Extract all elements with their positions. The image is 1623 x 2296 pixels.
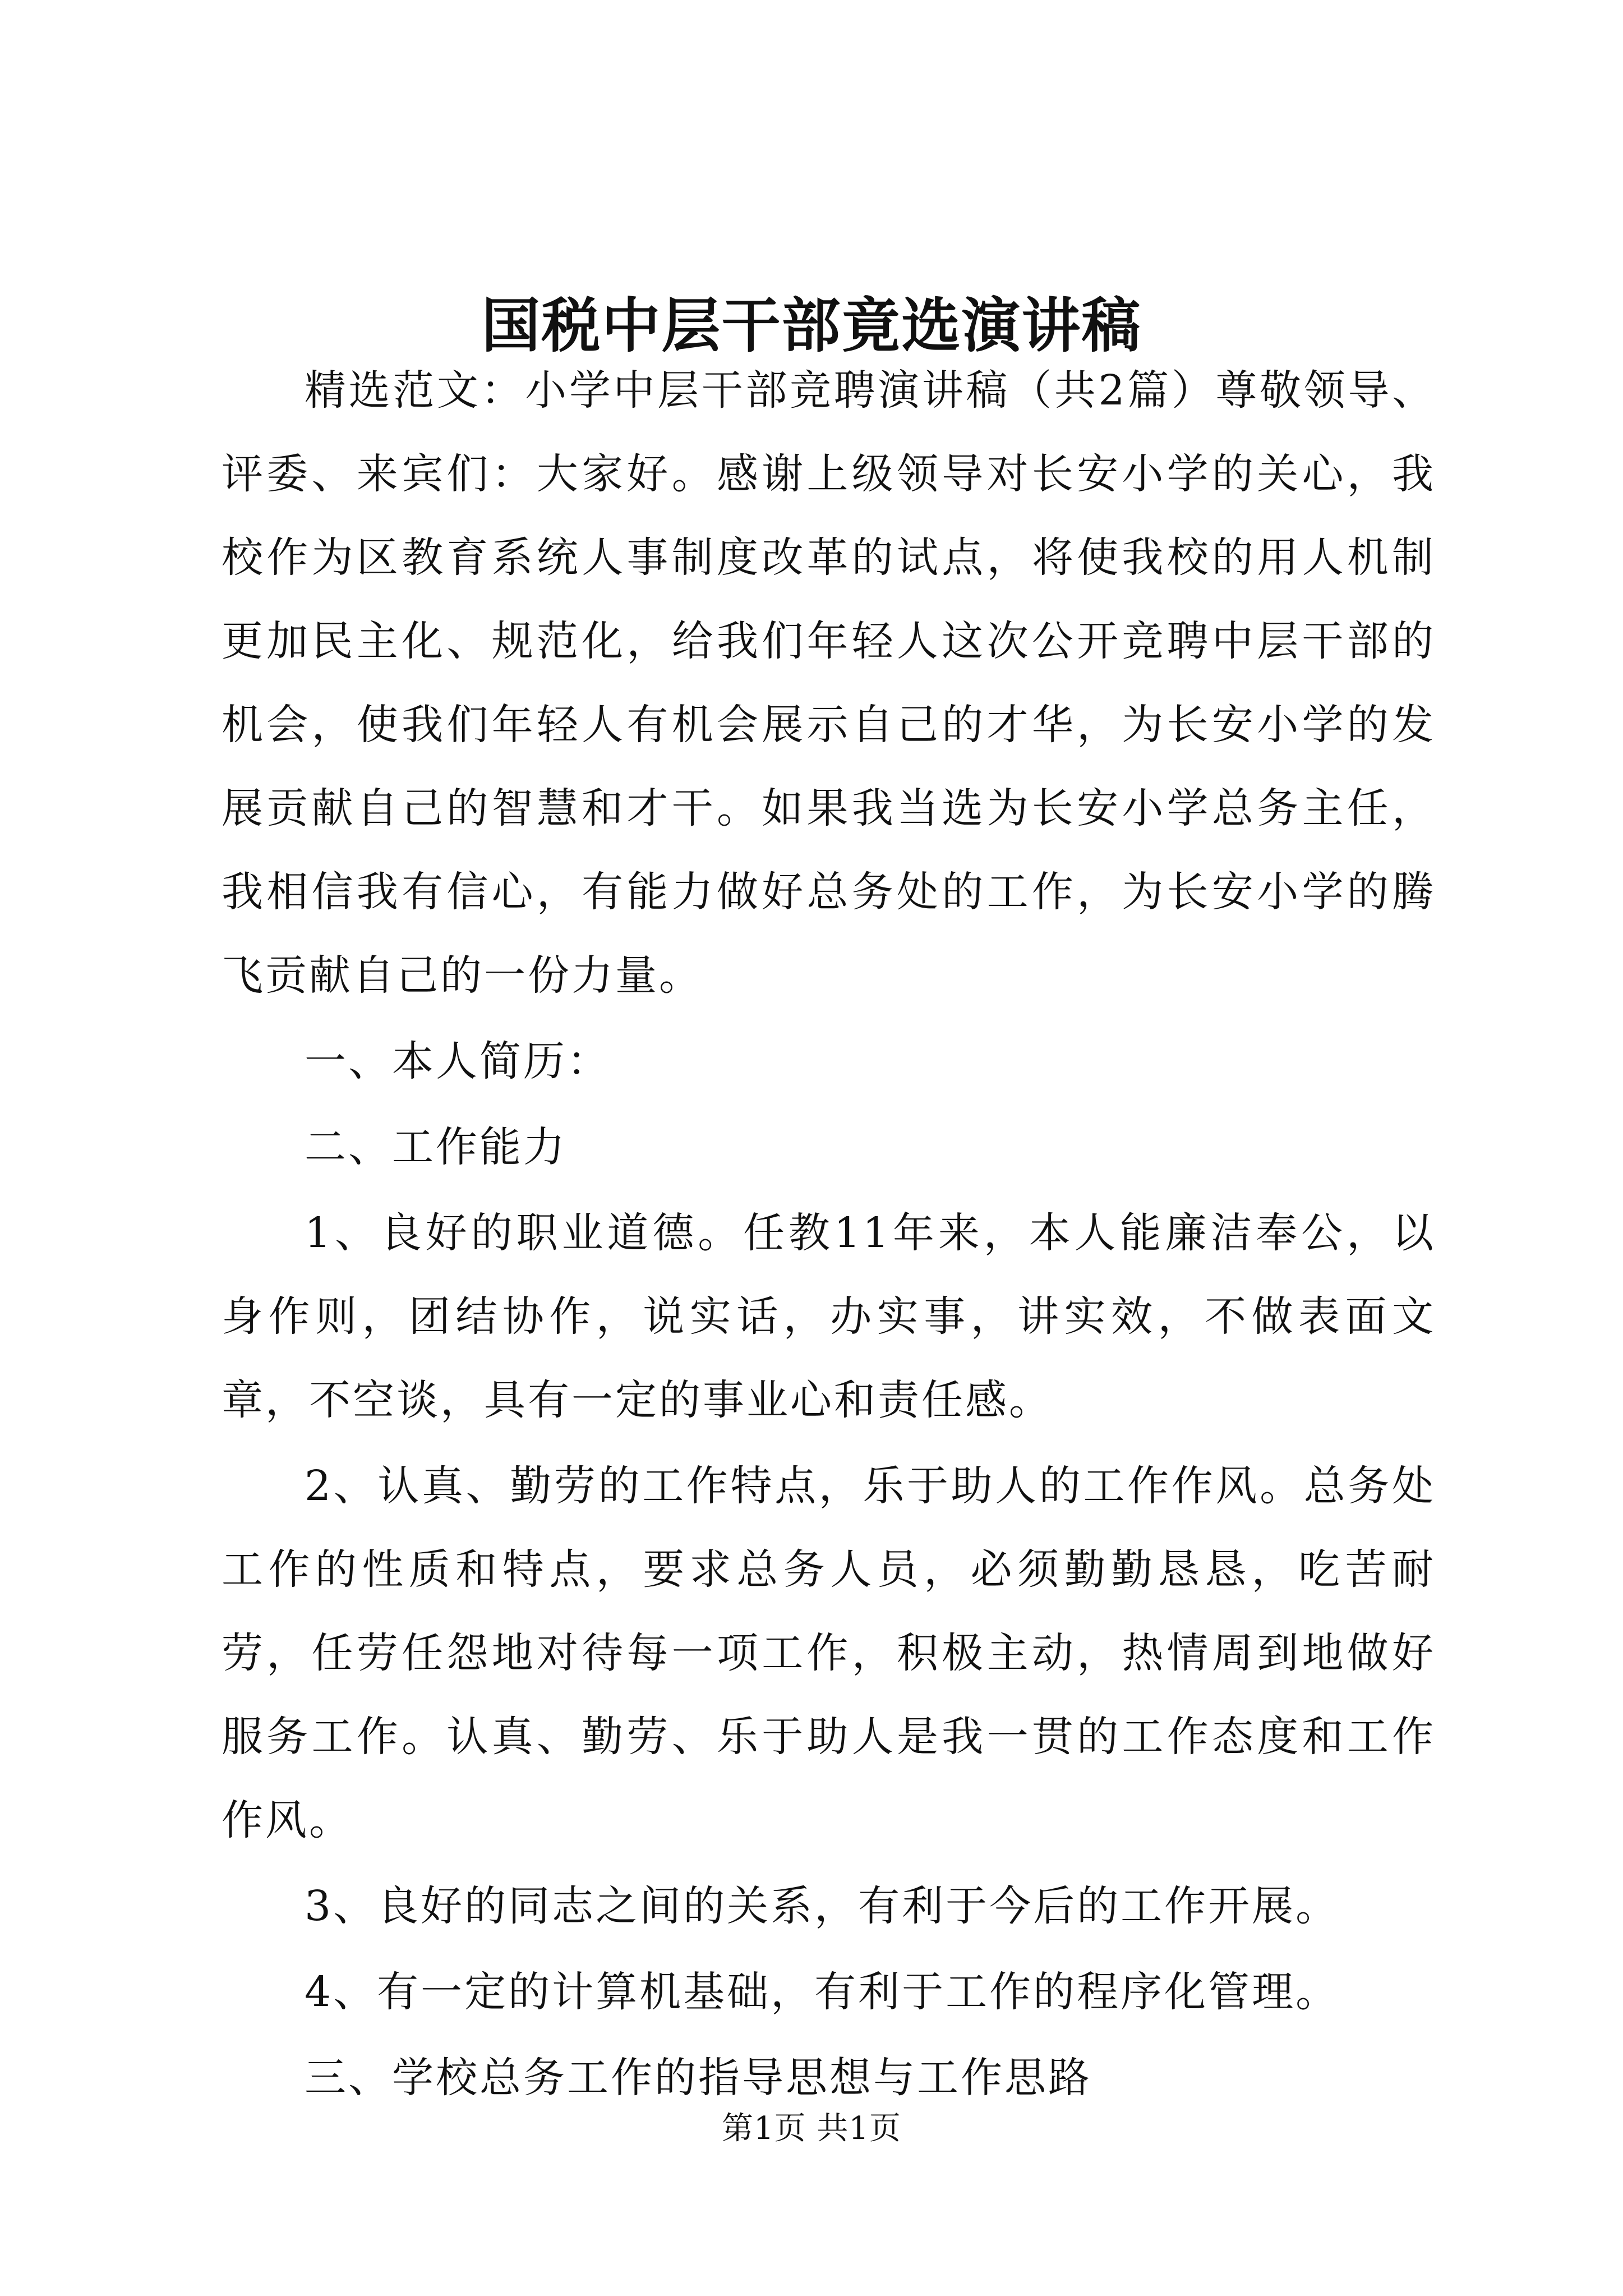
paragraph-intro: 精选范文：小学中层干部竞聘演讲稿（共2篇）尊敬领导、评委、来宾们：大家好。感谢上级领导对长安小学的关心，我校作为区教育系统人事制度改革的试点，将使我校的用人机制更加民主化、规范化，给我们年轻人这次公开竞聘中层干部的机会，使我们年轻人有机会展示自己的才华，为长安小学的发展贡献自己的智慧和才干。如果我当选为长安小学总务主任，我相信我有信心，有能力做好总务处的工作，为长安小学的腾飞贡献自己的一份力量。 xyxy=(222,366,1436,1000)
document-body xyxy=(222,349,1436,2120)
heading-work-ability: 二、工作能力 xyxy=(305,1123,567,1171)
page-footer: 第1页 共1页 xyxy=(721,2110,902,2147)
heading-resume: 一、本人简历： xyxy=(305,1037,611,1085)
paragraph-ability-3: 3、良好的同志之间的关系，有利于今后的工作开展。 xyxy=(305,1882,1340,1930)
heading-guiding-ideas: 三、学校总务工作的指导思想与工作思路 xyxy=(305,2054,1092,2102)
paragraph-ability-2: 2、认真、勤劳的工作特点，乐于助人的工作作风。总务处工作的性质和特点，要求总务人员，必须勤勤恳恳，吃苦耐劳，任劳任怨地对待每一项工作，积极主动，热情周到地做好服务工作。认真、勤劳、乐于助人是我一贯的工作态度和工作作风。 xyxy=(222,1462,1436,1844)
paragraph-ability-1: 1、良好的职业道德。任教11年来，本人能廉洁奉公，以身作则，团结协作，说实话，办实事，讲实效，不做表面文章，不空谈，具有一定的事业心和责任感。 xyxy=(222,1209,1436,1424)
document-title: 国税中层干部竟选演讲稿 xyxy=(481,291,1142,360)
paragraph-ability-4: 4、有一定的计算机基础，有利于工作的程序化管理。 xyxy=(305,1968,1340,2016)
